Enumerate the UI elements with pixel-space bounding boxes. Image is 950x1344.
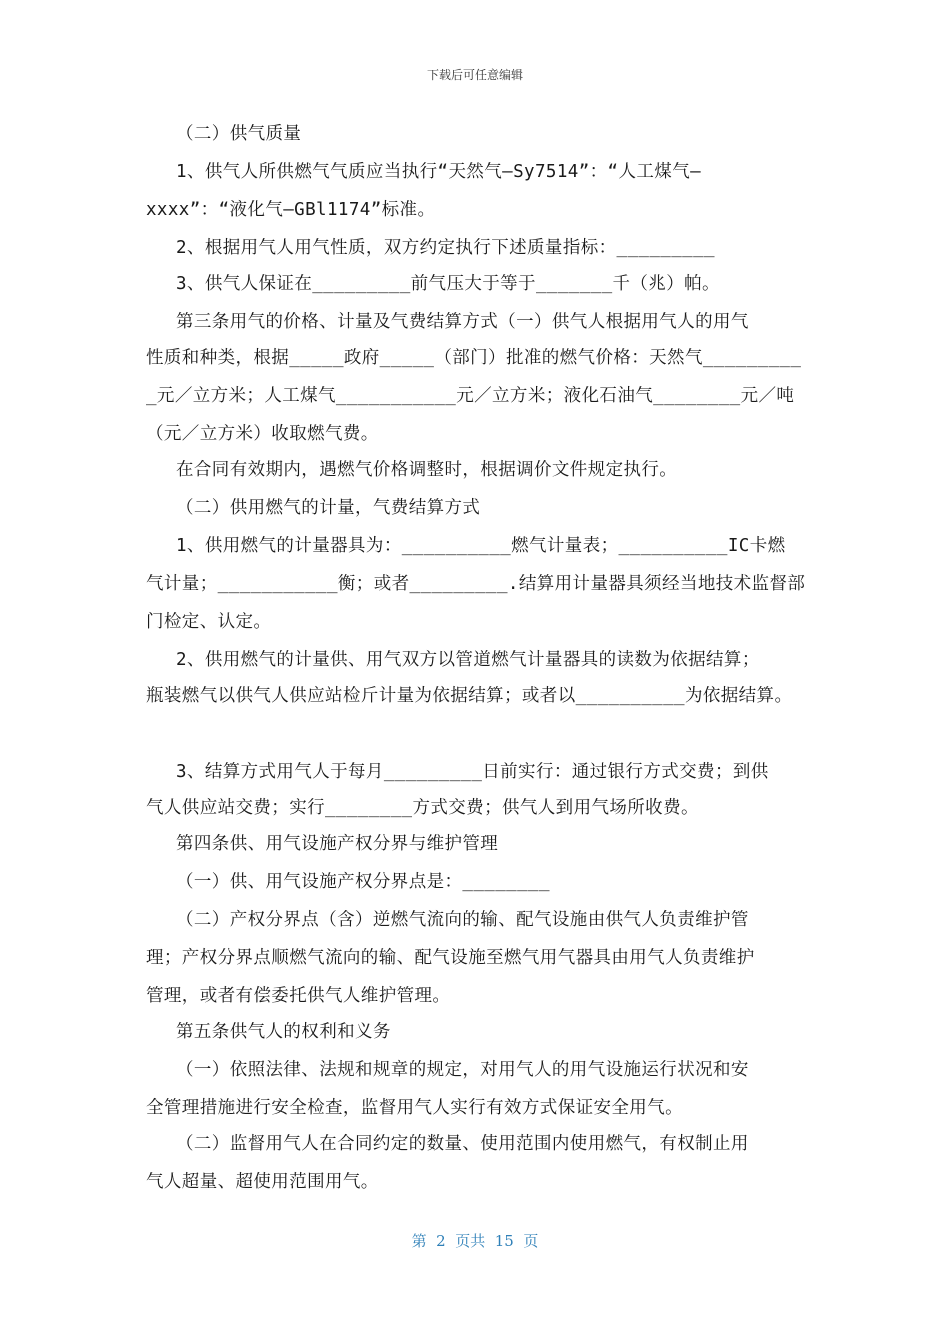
paragraph-line: 性质和种类，根据_____政府_____（部门）批准的燃气价格：天然气_________ (146, 348, 802, 368)
paragraph-line: 3、供气人保证在_________前气压大于等于_______千（兆）帕。 (176, 274, 720, 294)
paragraph-line: （一）依照法律、法规和规章的规定，对用气人的用气设施运行状况和安 (176, 1060, 749, 1080)
paragraph-line: 2、根据用气人用气性质，双方约定执行下述质量指标：_________ (176, 238, 715, 258)
paragraph-line: 门检定、认定。 (146, 612, 272, 632)
page-footer: 第 2 页共 15 页 (411, 1232, 539, 1250)
paragraph-line: （二）产权分界点（含）逆燃气流向的输、配气设施由供气人负责维护管 (176, 910, 749, 930)
paragraph-line: （一）供、用气设施产权分界点是：________ (176, 872, 550, 892)
paragraph-line: 2、供用燃气的计量供、用气双方以管道燃气计量器具的读数为依据结算； (176, 650, 760, 670)
paragraph-line: （元／立方米）收取燃气费。 (146, 424, 379, 444)
paragraph-line: 全管理措施进行安全检查，监督用气人实行有效方式保证安全用气。 (146, 1098, 683, 1118)
paragraph-line: （二）供用燃气的计量，气费结算方式 (176, 498, 481, 518)
paragraph-line: xxxx”：“液化气—GBl1174”标准。 (146, 200, 436, 220)
paragraph-line: 在合同有效期内，遇燃气价格调整时，根据调价文件规定执行。 (176, 460, 678, 480)
paragraph-line: 第四条供、用气设施产权分界与维护管理 (176, 834, 499, 854)
paragraph-line: （二）供气质量 (176, 124, 302, 144)
page-header: 下载后可任意编辑 (426, 68, 523, 82)
paragraph-line: _元／立方米；人工煤气___________元／立方米；液化石油气________元／吨 (146, 386, 795, 406)
paragraph-line: 第三条用气的价格、计量及气费结算方式（一）供气人根据用气人的用气 (176, 312, 749, 332)
paragraph-line: 3、结算方式用气人于每月_________日前实行：通过银行方式交费；到供 (176, 762, 769, 782)
paragraph-line: 第五条供气人的权利和义务 (176, 1022, 391, 1042)
paragraph-line: 瓶装燃气以供气人供应站检斤计量为依据结算；或者以__________为依据结算。 (146, 686, 793, 706)
paragraph-line: 气人供应站交费；实行________方式交费；供气人到用气场所收费。 (146, 798, 699, 818)
paragraph-line: 管理，或者有偿委托供气人维护管理。 (146, 986, 451, 1006)
paragraph-line: 气人超量、超使用范围用气。 (146, 1172, 379, 1192)
paragraph-line: 1、供用燃气的计量器具为：__________燃气计量表；__________IC卡燃 (176, 536, 786, 556)
paragraph-line: 1、供气人所供燃气气质应当执行“天然气—Sy7514”：“人工煤气— (176, 162, 702, 182)
paragraph-line: 气计量；___________衡；或者_________.结算用计量器具须经当地技术监督部 (146, 574, 806, 594)
paragraph-line: 理；产权分界点顺燃气流向的输、配气设施至燃气用气器具由用气人负责维护 (146, 948, 755, 968)
paragraph-line: （二）监督用气人在合同约定的数量、使用范围内使用燃气，有权制止用 (176, 1134, 749, 1154)
